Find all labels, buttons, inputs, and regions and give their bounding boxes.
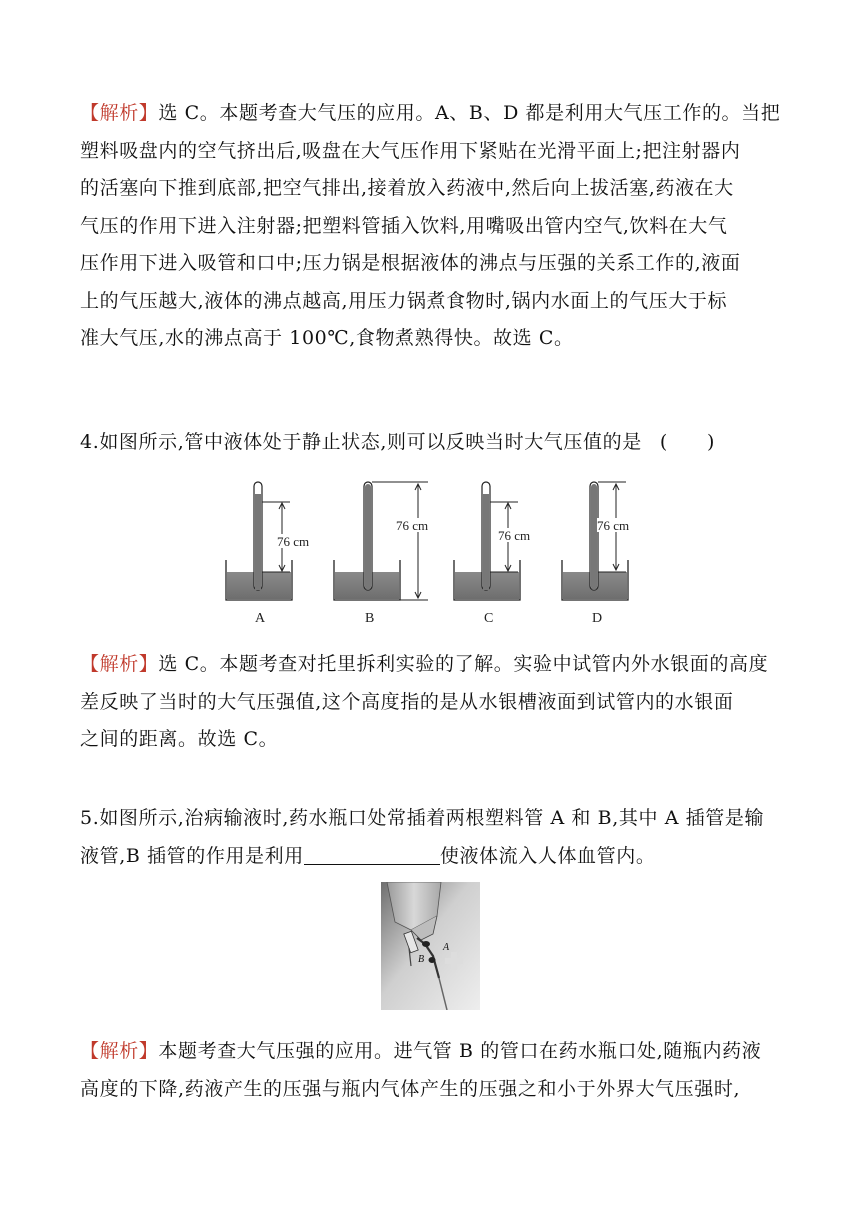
figure-label-b: B bbox=[365, 611, 375, 626]
answer-parentheses: ( ) bbox=[659, 431, 716, 453]
analysis-line bbox=[80, 1033, 782, 1071]
question-5-text-before: 液管,B 插管的作用是利用 bbox=[80, 844, 304, 867]
question-5-line-1: 5.如图所示,治病输液时,药水瓶口处常插着两根塑料管 A 和 B,其中 A 插管是输 bbox=[80, 807, 765, 829]
question-5-text-after: 使液体流入人体血管内。 bbox=[439, 844, 656, 867]
analysis-line: 的活塞向下推到底部,把空气排出,接着放入药液中,然后向上拔活塞,药液在大 bbox=[80, 177, 734, 199]
analysis-line: 塑料吸盘内的空气挤出后,吸盘在大气压作用下紧贴在光滑平面上;把注射器内 bbox=[80, 139, 741, 162]
measure-label-c: 76 cm bbox=[498, 528, 531, 543]
figure-c bbox=[454, 482, 539, 626]
answer-blank[interactable] bbox=[304, 846, 440, 865]
measure-label-a: 76 cm bbox=[277, 534, 310, 549]
question-5 bbox=[80, 800, 782, 875]
figure-label-a: A bbox=[255, 611, 266, 626]
analysis-line: 气压的作用下进入注射器;把塑料管插入饮料,用嘴吸出管内空气,饮料在大气 bbox=[80, 214, 728, 237]
analysis-text: 选 C。本题考查对托里拆利实验的了解。实验中试管内外水银面的高度 bbox=[158, 653, 769, 675]
analysis-tag: 【解析】 bbox=[80, 653, 159, 675]
figure-a bbox=[226, 482, 310, 626]
figure-d bbox=[562, 482, 639, 626]
analysis-line: 差反映了当时的大气压强值,这个高度指的是从水银槽液面到试管内的水银面 bbox=[80, 690, 734, 713]
analysis-text: 本题考查大气压强的应用。进气管 B 的管口在药水瓶口处,随瓶内药液 bbox=[158, 1040, 762, 1062]
analysis-line: 之间的距离。故选 C。 bbox=[80, 728, 279, 750]
question-5-line-2 bbox=[80, 838, 782, 876]
barometer-figure bbox=[222, 472, 642, 632]
figure-b bbox=[334, 482, 438, 626]
analysis-tag: 【解析】 bbox=[80, 1040, 159, 1062]
infusion-photo bbox=[381, 882, 480, 1010]
analysis-paragraph-3 bbox=[80, 1033, 782, 1108]
analysis-paragraph-1 bbox=[80, 95, 782, 358]
question-4 bbox=[80, 424, 782, 462]
analysis-line: 压作用下进入吸管和口中;压力锅是根据液体的沸点与压强的关系工作的,液面 bbox=[80, 252, 741, 274]
analysis-line bbox=[80, 646, 782, 684]
figure-label-c: C bbox=[484, 611, 494, 626]
analysis-line: 高度的下降,药液产生的压强与瓶内气体产生的压强之和小于外界大气压强时, bbox=[80, 1077, 741, 1100]
analysis-text: 选 C。本题考查大气压的应用。A、B、D 都是利用大气压工作的。当把 bbox=[158, 102, 781, 124]
analysis-line bbox=[80, 95, 782, 133]
label-b: B bbox=[418, 954, 425, 965]
measure-label-d: 76 cm bbox=[597, 518, 630, 533]
analysis-line: 准大气压,水的沸点高于 100℃,食物煮熟得快。故选 C。 bbox=[80, 327, 574, 349]
question-4-text: 4.如图所示,管中液体处于静止状态,则可以反映当时大气压值的是 bbox=[80, 431, 642, 453]
analysis-paragraph-2 bbox=[80, 646, 782, 759]
analysis-tag: 【解析】 bbox=[80, 102, 159, 124]
label-a: A bbox=[443, 942, 450, 953]
analysis-line: 上的气压越大,液体的沸点越高,用压力锅煮食物时,锅内水面上的气压大于标 bbox=[80, 289, 728, 312]
measure-label-b: 76 cm bbox=[396, 518, 429, 533]
figure-label-d: D bbox=[592, 611, 603, 626]
